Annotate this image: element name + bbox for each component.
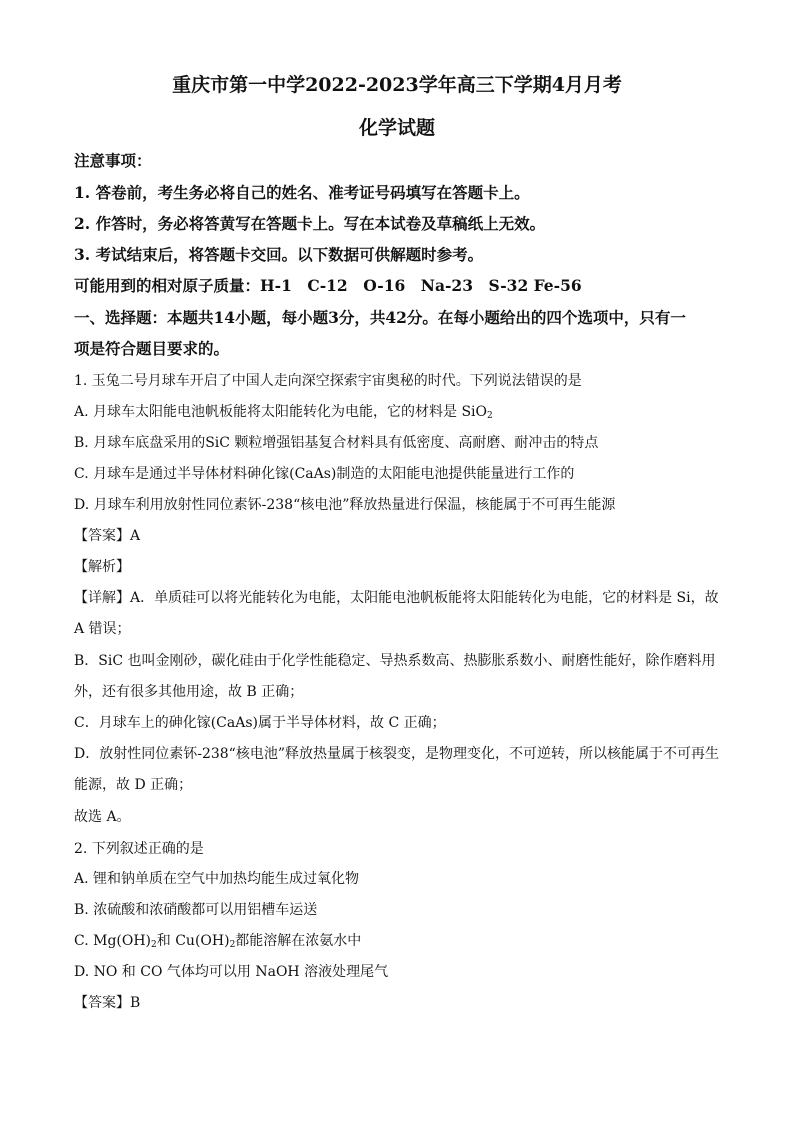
q1-stem: 1. 玉兔二号月球车开启了中国人走向深空探索宇宙奥秘的时代。下列说法错误的是 [74, 373, 582, 389]
q1-detail-line8: 故选 A。 [74, 809, 131, 825]
q2-option-a: A. 锂和钠单质在空气中加热均能生成过氧化物 [74, 871, 360, 887]
atomic-mass-line: 可能用到的相对原子质量：H-1 C-12 O-16 Na-23 S-32 Fe-56 [74, 276, 582, 295]
q2-option-d: D. NO 和 CO 气体均可以用 NaOH 溶液处理尾气 [74, 964, 389, 980]
q1-option-b: B. 月球车底盘采用的SiC 颗粒增强铝基复合材料具有低密度、高耐磨、耐冲击的特点 [74, 435, 599, 451]
q1-detail-line2: A 错误； [74, 621, 131, 637]
q1-option-c: C. 月球车是通过半导体材料砷化镓(CaAs)制造的太阳能电池提供能量进行工作的 [74, 466, 575, 482]
q1-detail-line7: 能源，故 D 正确； [74, 777, 193, 793]
q2-option-c-part1: C. Mg(OH) [74, 933, 152, 949]
q1-option-a-text: A. 月球车太阳能电池帆板能将太阳能转化为电能，它的材料是 SiO [74, 404, 488, 420]
q1-detail-line3: B．SiC 也叫金刚砂，碳化硅由于化学性能稳定、导热系数高、热膨胀系数小、耐磨性能好，除作磨料用 [74, 653, 716, 669]
section-heading-line1: 一、选择题：本题共14小题，每小题3分，共42分。在每小题给出的四个选项中，只有一 [74, 308, 686, 327]
q2-option-c-sub1: 2 [151, 940, 157, 950]
q2-option-b: B. 浓硫酸和浓硝酸都可以用铝槽车运送 [74, 902, 318, 918]
q1-answer: 【答案】A [74, 528, 141, 544]
q1-detail-line1: 【详解】A．单质硅可以将光能转化为电能，太阳能电池帆板能将太阳能转化为电能，它的材料是 Si，故 [74, 590, 719, 606]
q2-option-c-sub2: 2 [229, 940, 236, 950]
q2-stem: 2. 下列叙述正确的是 [74, 841, 204, 857]
q1-analysis-label: 【解析】 [74, 559, 130, 575]
q1-option-a [74, 401, 493, 421]
notes-heading: 注意事项： [74, 151, 152, 170]
q1-detail-line6: D．放射性同位素钚-238“核电池”释放热量属于核裂变，是物理变化，不可逆转，所以核能属于不可再生 [74, 746, 719, 762]
q1-option-d: D. 月球车利用放射性同位素钚-238“核电池”释放热量进行保温，核能属于不可再生能源 [74, 497, 616, 513]
note-item-1: 1. 答卷前，考生务必将自己的姓名、准考证号码填写在答题卡上。 [74, 183, 530, 202]
q2-option-c-part2: 和 Cu(OH) [156, 933, 230, 949]
page-subtitle: 化学试题 [358, 117, 435, 139]
q2-option-c-part3: 都能溶解在浓氨水中 [235, 933, 362, 949]
q2-option-c [74, 930, 361, 950]
q1-option-a-subscript: 2 [487, 411, 493, 421]
q1-detail-line4: 外，还有很多其他用途，故 B 正确； [74, 684, 304, 700]
q2-answer: 【答案】B [74, 995, 141, 1011]
note-item-3: 3. 考试结束后，将答题卡交回。以下数据可供解题时参考。 [74, 245, 484, 264]
q1-detail-line5: C．月球车上的砷化镓(CaAs)属于半导体材料，故 C 正确； [74, 715, 446, 731]
page-title: 重庆市第一中学2022-2023学年高三下学期4月月考 [172, 74, 622, 96]
note-item-2: 2. 作答时，务必将答黄写在答题卡上。写在本试卷及草稿纸上无效。 [74, 214, 546, 233]
section-heading-line2: 项是符合题目要求的。 [74, 339, 230, 358]
